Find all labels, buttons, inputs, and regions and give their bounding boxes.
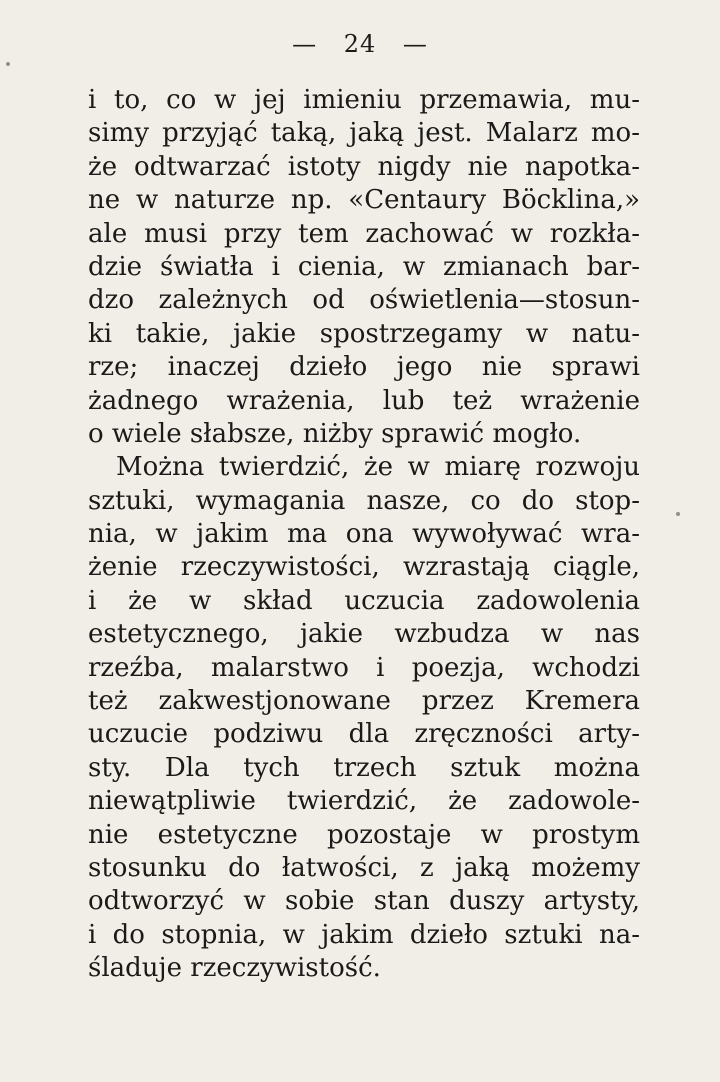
paper-speck xyxy=(676,512,680,516)
header-dash-right: — xyxy=(402,30,428,58)
text-line: dzie światła i cienia, w zmianach bar- xyxy=(88,251,640,282)
text-line: i do stopnia, w jakim dzieło sztuki na- xyxy=(88,919,640,950)
text-line: nie estetyczne pozostaje w prostym xyxy=(88,819,640,850)
text-line: Można twierdzić, że w miarę rozwoju xyxy=(116,452,640,483)
header-dash-left: — xyxy=(292,30,318,58)
page-header xyxy=(0,28,720,60)
body-text xyxy=(88,84,640,986)
text-line: sty. Dla tych trzech sztuk można xyxy=(88,752,640,783)
paper-speck xyxy=(6,62,10,66)
text-line: też zakwestjonowane przez Kremera xyxy=(88,686,640,717)
text-line: ki takie, jakie spostrzegamy w natu- xyxy=(88,318,640,349)
text-line: rze; inaczej dzieło jego nie sprawi xyxy=(88,352,640,383)
text-line: śladuje rzeczywistość. xyxy=(88,953,381,984)
text-line: ale musi przy tem zachować w rozkła- xyxy=(88,218,640,249)
text-line: uczucie podziwu dla zręczności arty- xyxy=(88,719,640,750)
text-line: estetycznego, jakie wzbudza w nas xyxy=(88,619,640,650)
text-line: że odtwarzać istoty nigdy nie napotka- xyxy=(88,151,640,182)
text-line: ne w naturze np. «Centaury Böcklina,» xyxy=(88,185,640,216)
text-line: i że w skład uczucia zadowolenia xyxy=(88,585,640,616)
text-line: odtworzyć w sobie stan duszy artysty, xyxy=(88,886,640,917)
text-line: simy przyjąć taką, jaką jest. Malarz mo- xyxy=(88,118,640,149)
text-line: rzeźba, malarstwo i poezja, wchodzi xyxy=(88,652,640,683)
text-line: sztuki, wymagania nasze, co do stop- xyxy=(88,485,640,516)
text-line: dzo zależnych od oświetlenia—stosun- xyxy=(88,285,640,316)
text-line: niewątpliwie twierdzić, że zadowole- xyxy=(88,786,640,817)
text-line: żadnego wrażenia, lub też wrażenie xyxy=(88,385,640,416)
text-line: żenie rzeczywistości, wzrastają ciągle, xyxy=(88,552,640,583)
text-line: stosunku do łatwości, z jaką możemy xyxy=(88,852,640,883)
page-number: 24 xyxy=(343,30,377,58)
text-line: o wiele słabsze, niżby sprawić mogło. xyxy=(88,418,582,449)
text-line: i to, co w jej imieniu przemawia, mu- xyxy=(88,85,640,115)
text-line: nia, w jakim ma ona wywoływać wra- xyxy=(88,519,640,550)
